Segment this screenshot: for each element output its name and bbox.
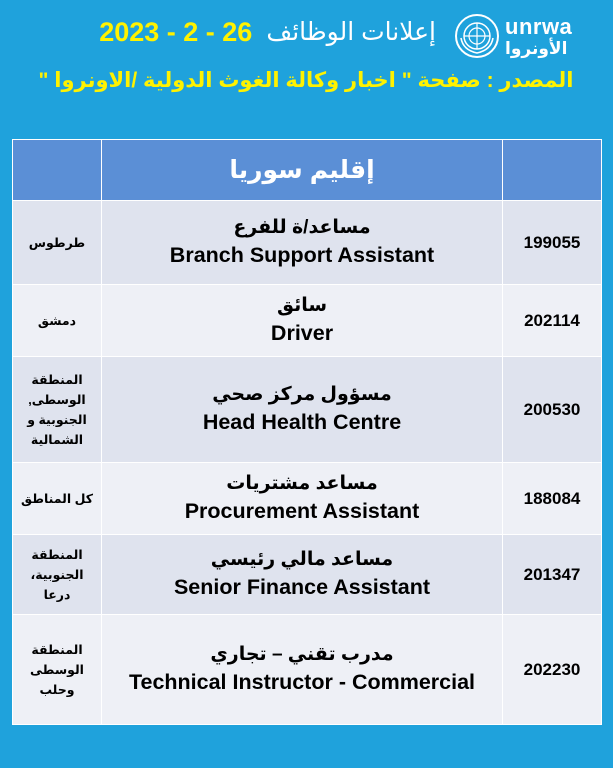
job-location: المنطقة الوسطى, الجنوبية و الشمالية	[27, 372, 87, 447]
table-row	[13, 285, 602, 357]
job-title-ar: سائق	[276, 294, 328, 316]
job-id: 200530	[523, 399, 581, 419]
job-title-en: Senior Finance Assistant	[173, 574, 431, 599]
table-row	[13, 463, 602, 535]
page-title	[36, 14, 436, 50]
job-id: 199055	[523, 232, 581, 252]
table-row	[13, 615, 602, 725]
job-location: كل المناطق	[20, 491, 94, 506]
header-cell-empty	[13, 140, 102, 201]
job-location: المنطقة الوسطى وحلب	[30, 642, 84, 697]
job-location: طرطوس	[28, 235, 86, 250]
job-title-ar: مساعد/ة للفرع	[233, 216, 371, 238]
region-title: إقليم سوريا	[229, 156, 375, 184]
job-title-ar: مساعد مشتريات	[226, 472, 378, 494]
table-row	[13, 357, 602, 463]
job-id: 202114	[524, 310, 580, 330]
jobs-table	[12, 139, 602, 725]
source-line: المصدر : صفحة " اخبار وكالة الغوث الدولية /الاونروا "	[38, 69, 574, 92]
job-title-en: Procurement Assistant	[184, 498, 420, 523]
un-emblem-icon	[455, 14, 499, 58]
header	[0, 0, 613, 130]
job-title-en: Head Health Centre	[202, 409, 402, 434]
header-cell-empty	[503, 140, 602, 201]
job-id: 201347	[523, 564, 581, 584]
job-title-ar: مساعد مالي رئيسي	[210, 548, 394, 570]
header-cell-region	[102, 140, 503, 201]
job-title-ar: مدرب تقني – تجاري	[210, 643, 394, 665]
logo-text-ar: الأونروا	[505, 38, 568, 58]
job-title-en: Driver	[270, 320, 334, 345]
job-title-en: Branch Support Assistant	[169, 242, 435, 267]
table-row	[13, 535, 602, 615]
table-header-row	[13, 140, 602, 201]
job-id: 188084	[523, 488, 581, 508]
job-location: المنطقة الجنوبية، درعا	[30, 547, 84, 602]
job-id: 202230	[523, 659, 581, 679]
job-location: دمشق	[37, 313, 77, 328]
job-title-en: Technical Instructor - Commercial	[128, 669, 476, 694]
title-text: إعلانات الوظائف	[266, 18, 436, 46]
logo-text-en: unrwa	[505, 13, 573, 39]
unrwa-logo	[455, 10, 605, 62]
title-date: 2023 - 2 - 26	[99, 16, 253, 47]
table-row	[13, 201, 602, 285]
job-title-ar: مسؤول مركز صحي	[212, 383, 392, 405]
